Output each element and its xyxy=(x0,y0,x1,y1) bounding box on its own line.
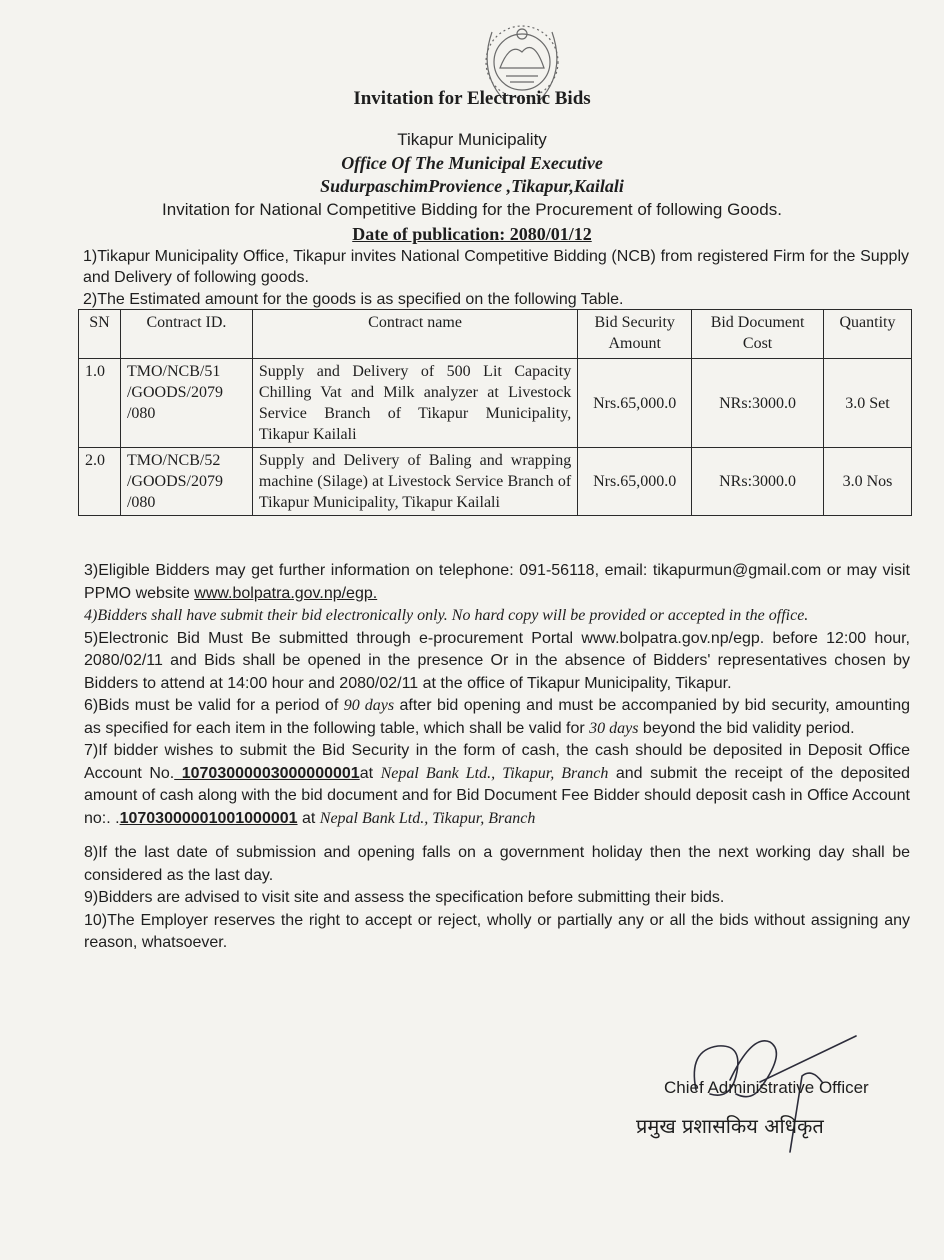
deposit-account-number: 10703000003000000001 xyxy=(174,764,360,782)
office-account-number: 10703000001001000001 xyxy=(119,809,298,827)
cell-contract-name: Supply and Delivery of 500 Lit Capacity Chilling Vat and Milk analyzer at Livestock Service Branch of Tikapur Municipality, Tikapur Kailali xyxy=(252,359,577,448)
col-header-sn: SN xyxy=(79,310,121,359)
table-row xyxy=(79,359,912,448)
municipality-name: Tikapur Municipality xyxy=(397,130,547,149)
clause-5: 5)Electronic Bid Must Be submitted through e-procurement Portal www.bolpatra.gov.np/egp. before 12:00 hour, 2080/02/11 and Bids shall be opened in the presence Or in the absence of Bidders' representatives chosen by Bidders to attend at 14:00 hour and 2080/02/11 at the office of Tikapur Municipality, Tikapur. xyxy=(84,629,910,692)
intro-paragraph-2: 2)The Estimated amount for the goods is as specified on the following Table. xyxy=(83,291,624,308)
municipality-seal-icon xyxy=(448,12,596,130)
table-header-row xyxy=(79,310,912,359)
col-header-contract-id: Contract ID. xyxy=(120,310,252,359)
notice-title: Invitation for Electronic Bids xyxy=(353,88,591,109)
publication-date: Date of publication: 2080/01/12 xyxy=(352,224,592,244)
col-header-bid-document: Bid Document Cost xyxy=(692,310,824,359)
cell-sn: 1.0 xyxy=(79,359,121,448)
cell-contract-id: TMO/NCB/51 /GOODS/2079 /080 xyxy=(120,359,252,448)
cell-sn: 2.0 xyxy=(79,448,121,516)
clause-9: 9)Bidders are advised to visit site and assess the specification before submitting their bids. xyxy=(84,889,725,906)
clause-6: 6)Bids must be valid for a period of 90 days after bid opening and must be accompanied by bid security, amounting as specified for each item in the following table, which shall be valid for 30 days beyond the bid validity period. xyxy=(84,697,911,737)
cell-bid-security: Nrs.65,000.0 xyxy=(578,448,692,516)
cell-contract-name: Supply and Delivery of Baling and wrapping machine (Silage) at Livestock Service Branch of Tikapur Municipality, Tikapur Kailali xyxy=(252,448,577,516)
invitation-heading: Invitation for National Competitive Bidding for the Procurement of following Goods. xyxy=(162,200,782,219)
clause-4: 4)Bidders shall have submit their bid electronically only. No hard copy will be provided or accepted in the office. xyxy=(84,607,809,624)
clause-10: 10)The Employer reserves the right to accept or reject, wholly or partially any or all the bids without assigning any reason, whatsoever. xyxy=(84,911,910,951)
cell-bid-security: Nrs.65,000.0 xyxy=(578,359,692,448)
cell-quantity: 3.0 Set xyxy=(824,359,912,448)
col-header-contract-name: Contract name xyxy=(252,310,577,359)
notice-clauses xyxy=(84,560,910,955)
clause-3: 3)Eligible Bidders may get further information on telephone: 091-56118, email: tikapurmun@gmail.com or may visit PPMO website www.bolpatra.gov.np/egp. xyxy=(84,562,910,602)
cell-quantity: 3.0 Nos xyxy=(824,448,912,516)
office-name: Office Of The Municipal Executive xyxy=(341,153,603,173)
ppmo-website-link[interactable]: www.bolpatra.gov.np/egp. xyxy=(194,584,378,602)
col-header-quantity: Quantity xyxy=(824,310,912,359)
cell-bid-document: NRs:3000.0 xyxy=(692,359,824,448)
province-address: SudurpaschimProvience ,Tikapur,Kailali xyxy=(320,176,624,196)
col-header-bid-security: Bid Security Amount xyxy=(578,310,692,359)
intro-paragraph-1: 1)Tikapur Municipality Office, Tikapur invites National Competitive Bidding (NCB) from registered Firm for the Supply and Delivery of following goods. xyxy=(83,248,909,286)
signatory-title-english: Chief Administrative Officer xyxy=(664,1078,869,1097)
cell-bid-document: NRs:3000.0 xyxy=(692,448,824,516)
cell-contract-id: TMO/NCB/52 /GOODS/2079 /080 xyxy=(120,448,252,516)
bid-items-table xyxy=(78,309,912,516)
clause-8: 8)If the last date of submission and opening falls on a government holiday then the next working day shall be considered as the last day. xyxy=(84,844,910,884)
signatory-title-nepali: प्रमुख प्रशासकिय अधिकृत xyxy=(636,1114,824,1138)
table-row xyxy=(79,448,912,516)
clause-7: 7)If bidder wishes to submit the Bid Security in the form of cash, the cash should be deposited in Deposit Office Account No. 10703000003000000001at Nepal Bank Ltd., Tikapur, Branch and submit the receipt of the deposited amount of cash along with the bid document and for Bid Document Fee Bidder should deposit cash in Office Account no:. .10703000001001000001 at Nepal Bank Ltd., Tikapur, Branch xyxy=(84,742,910,827)
